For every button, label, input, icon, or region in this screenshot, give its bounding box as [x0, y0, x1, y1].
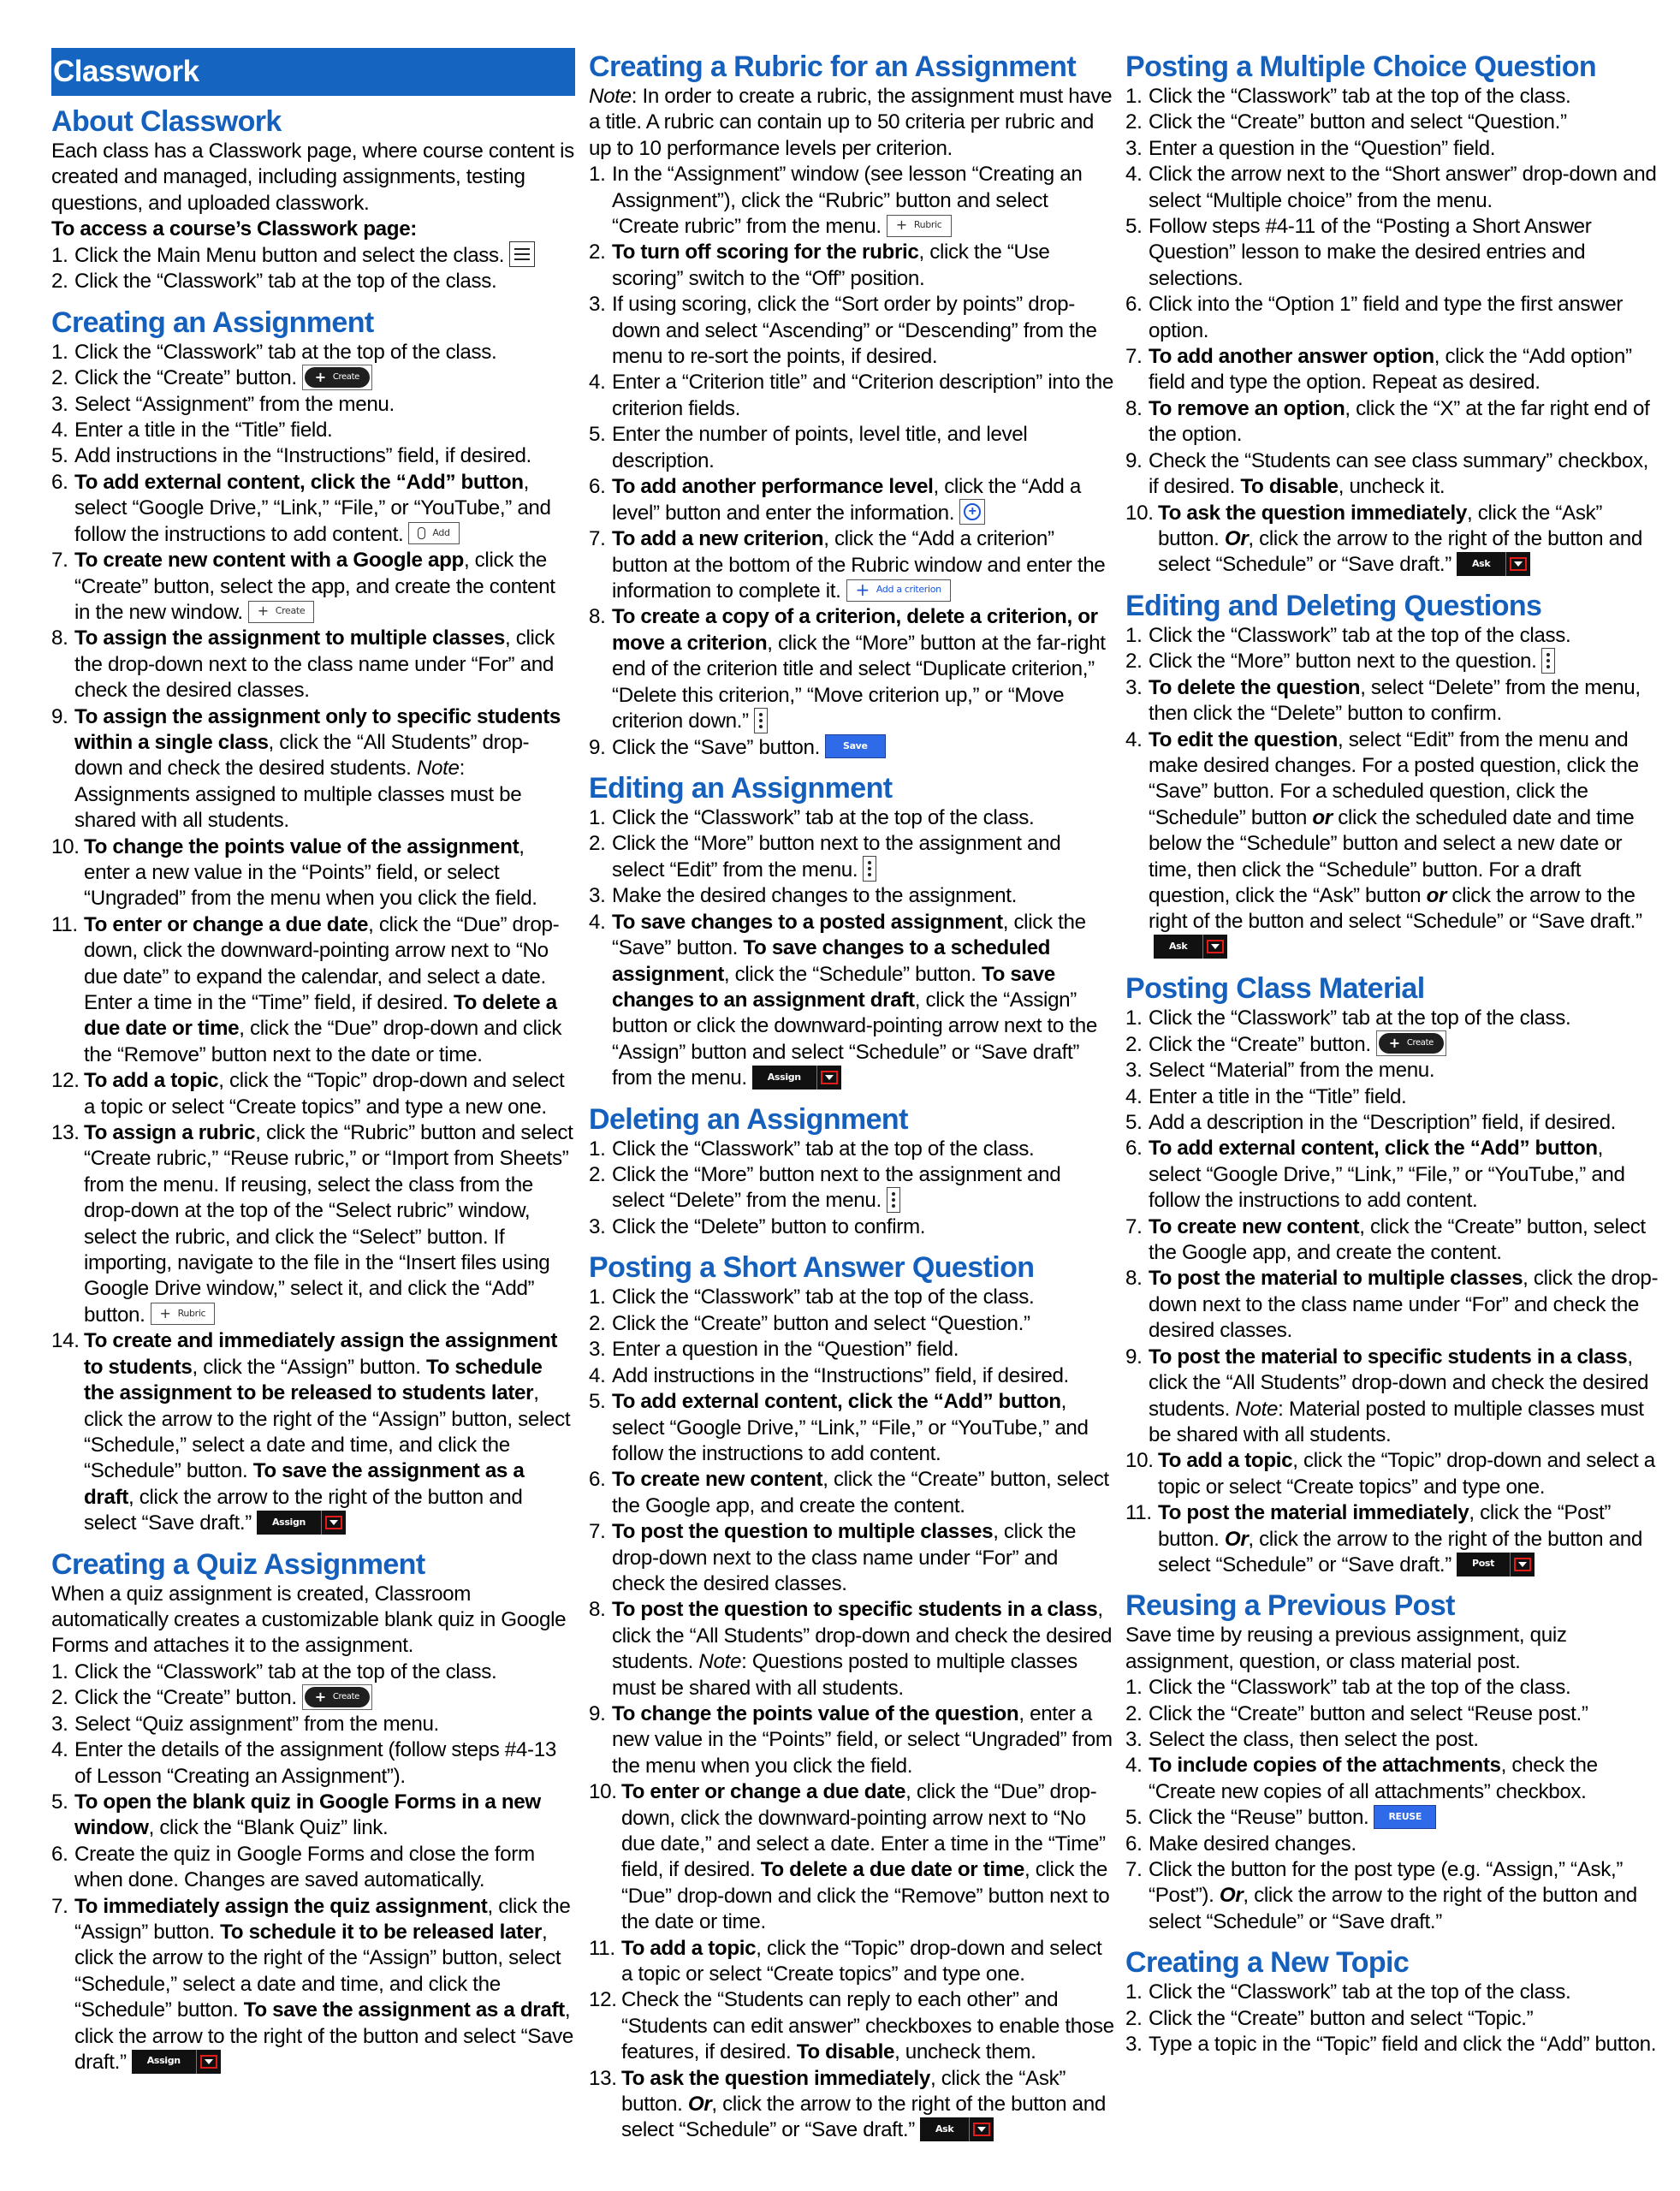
step-number: 6.	[1125, 293, 1143, 317]
step-number: 14.	[51, 1329, 80, 1353]
step-number: 8.	[51, 626, 68, 650]
create-label: Create	[332, 371, 359, 382]
step-item: 4. Enter a title in the “Title” field.	[1125, 1084, 1660, 1110]
step-item: 9. Click the “Save” button. Save	[589, 735, 1114, 761]
step-number: 2.	[589, 832, 606, 856]
dropdown-arrow-icon	[1511, 1553, 1535, 1576]
section-about-classwork	[51, 103, 575, 295]
section-heading: Creating a Rubric for an Assignment	[589, 50, 1077, 83]
step-number: 3.	[589, 884, 606, 908]
dropdown-arrow-icon	[322, 1511, 346, 1535]
section-paragraph: Each class has a Classwork page, where course content is created and managed, including assignments, testing questions, and uploaded classwork.	[51, 140, 574, 215]
step-item: 10. To add a topic, click the “Topic” drop-down and select a topic or select “Create topics” and type one.	[1125, 1449, 1655, 1499]
step-item: 11. To add a topic, click the “Topic” drop-down and select a topic or select “Create topics” and type one.	[589, 1936, 1102, 1986]
more-vert-icon	[1541, 648, 1555, 674]
step-item: 6. Make desired changes.	[1125, 1832, 1660, 1857]
step-number: 5.	[589, 423, 606, 447]
create-button-icon	[302, 365, 372, 390]
step-number: 2.	[51, 1686, 68, 1710]
step-number: 6.	[589, 475, 606, 499]
step-item: 6. To add external content, click the “Add” button, select “Google Drive,” “Link,” “File,” or “YouTube,” and follow the instructions to add content.	[1125, 1137, 1625, 1213]
step-number: 4.	[589, 1363, 606, 1387]
section-creating-a-quiz-assignment	[51, 1546, 575, 2076]
step-item: 1. Click the “Classwork” tab at the top of the class.	[51, 340, 575, 365]
page-title: Classwork	[51, 48, 575, 96]
step-number: 6.	[1125, 1832, 1143, 1856]
step-number: 2.	[51, 366, 68, 390]
post-label: Post	[1457, 1553, 1511, 1576]
step-number: 1.	[51, 243, 68, 267]
step-item: 1. Click the “Classwork” tab at the top of the class.	[1125, 1006, 1660, 1031]
step-item: 2. Click the “More” button next to the assignment and select “Edit” from the menu.	[589, 832, 1061, 882]
step-number: 2.	[1125, 1032, 1143, 1056]
step-item: 8. To post the material to multiple classes, click the drop-down next to the class name under “For” and check the desired classes.	[1125, 1267, 1659, 1343]
section-posting-a-short-answer-question	[589, 1249, 1114, 2143]
section-heading: About Classwork	[51, 105, 282, 138]
column-2	[589, 48, 1114, 2144]
section-creating-a-rubric-for-an-assignment	[589, 48, 1114, 761]
assign-split-button-icon	[752, 1066, 841, 1090]
step-item: 5. Follow steps #4-11 of the “Posting a Short Answer Question” lesson to make the desired entries and selections.	[1125, 215, 1592, 290]
step-item: 6. To add external content, click the “Add” button, select “Google Drive,” “Link,” “File,” or “YouTube,” and follow the instructions to add content. Add	[51, 470, 551, 546]
step-number: 7.	[589, 527, 606, 551]
step-item: 4. Enter a “Criterion title” and “Criterion description” into the criterion fields.	[589, 371, 1113, 420]
step-number: 7.	[589, 1520, 606, 1544]
create-outline-button-icon	[248, 601, 315, 623]
step-number: 11.	[51, 912, 78, 936]
step-item: 3. Type a topic in the “Topic” field and click the “Add” button.	[1125, 2032, 1660, 2057]
step-number: 5.	[589, 1390, 606, 1414]
step-number: 1.	[1125, 1980, 1143, 2004]
section-editing-an-assignment	[589, 769, 1114, 1092]
step-number: 1.	[51, 1660, 68, 1683]
step-number: 6.	[51, 1842, 68, 1866]
step-item: 2. To turn off scoring for the rubric, click the “Use scoring” switch to the “Off” position.	[589, 240, 1050, 290]
step-item: 2. Click the “Create” button and select “Question.”	[589, 1311, 1114, 1337]
step-item: 6. Click into the “Option 1” field and type the first answer option.	[1125, 293, 1624, 342]
step-number: 5.	[1125, 1111, 1143, 1135]
dropdown-arrow-icon	[817, 1066, 841, 1090]
step-item: 12. To add a topic, click the “Topic” drop-down and select a topic or select “Create topics” and type a new one.	[51, 1069, 565, 1119]
step-number: 2.	[1125, 110, 1143, 134]
steps-list	[589, 162, 1114, 761]
section-heading: Deleting an Assignment	[589, 1102, 908, 1136]
step-item: 3. To delete the question, select “Delete” from the menu, then click the “Delete” button to confirm.	[1125, 675, 1641, 726]
add-criterion-button-icon	[846, 579, 951, 602]
step-item: 2. Click the “Create” button and select “Topic.”	[1125, 2006, 1660, 2032]
step-item: 5. To add external content, click the “Add” button, select “Google Drive,” “Link,” “File,” or “YouTube,” and follow the instructions to add content.	[589, 1390, 1089, 1465]
step-item: 5. To open the blank quiz in Google Forms in a new window, click the “Blank Quiz” link.	[51, 1790, 541, 1840]
step-item: 1. Click the “Classwork” tab at the top of the class.	[1125, 1980, 1660, 2005]
add-button-icon	[408, 522, 459, 544]
step-item: 2. Click the “More” button next to the assignment and select “Delete” from the menu.	[589, 1163, 1061, 1213]
step-number: 6.	[51, 470, 68, 494]
steps-list	[1125, 1980, 1660, 2057]
step-number: 9.	[589, 1701, 606, 1725]
step-item: 3. Enter a question in the “Question” field.	[589, 1337, 1114, 1363]
section-posting-a-multiple-choice-question	[1125, 48, 1660, 579]
section-posting-class-material	[1125, 970, 1660, 1578]
dropdown-arrow-icon	[197, 2050, 221, 2074]
section-heading: Posting a Multiple Choice Question	[1125, 50, 1597, 83]
rubric-button-label: Rubric	[913, 219, 942, 231]
section-paragraph: Save time by reusing a previous assignment, quiz assignment, question, or class material post.	[1125, 1624, 1567, 1673]
assign-label: Assign	[132, 2050, 197, 2074]
step-item: 8. To post the question to specific students in a class, click the “All Students” drop-down and check the desired students. Note: Questions posted to multiple classes must be shared with all students.	[589, 1598, 1113, 1700]
step-number: 11.	[1125, 1501, 1152, 1525]
step-number: 9.	[51, 704, 68, 728]
step-number: 7.	[1125, 1214, 1143, 1238]
step-item: 8. To remove an option, click the “X” at the far right end of the option.	[1125, 396, 1650, 447]
step-item: 1. In the “Assignment” window (see lesson “Creating an Assignment”), click the “Rubric” button and select “Create rubric” from the menu. + Rubric	[589, 163, 1083, 239]
plus-icon: +	[855, 579, 870, 601]
step-item: 9. To post the material to specific students in a class, click the “All Students” drop-down and check the desired students. Note: Material posted to multiple classes must be shared with all students.	[1125, 1345, 1649, 1446]
add-criterion-button-label: Add a criterion	[876, 584, 941, 596]
more-vert-icon	[863, 856, 876, 882]
step-item: 8. To create a copy of a criterion, delete a criterion, or move a criterion, click the “More” button at the far-right end of the criterion title and select “Duplicate criterion,” “Delete this criterion,” “Move criterion up,” or “Move criterion down.”	[589, 605, 1106, 733]
section-creating-a-new-topic	[1125, 1944, 1660, 2057]
step-number: 4.	[589, 910, 606, 934]
step-number: 3.	[589, 1338, 606, 1362]
step-item: 2. Click the “Create” button. + Create	[51, 365, 575, 392]
steps-list	[51, 340, 575, 1537]
step-number: 1.	[1125, 1676, 1143, 1700]
rubric-button-icon	[887, 215, 952, 237]
step-number: 5.	[1125, 215, 1143, 239]
step-item: 1. Click the “Classwork” tab at the top of the class.	[589, 805, 1114, 831]
step-item: 4. Enter a title in the “Title” field.	[51, 418, 575, 443]
plus-icon: +	[257, 603, 269, 620]
section-heading: Reusing a Previous Post	[1125, 1589, 1455, 1623]
step-item: 7. Click the button for the post type (e.g. “Assign,” “Ask,” “Post”). Or, click the arrow to the right of the button and select “Schedule” or “Save draft.”	[1125, 1858, 1637, 1933]
step-number: 7.	[1125, 1858, 1143, 1881]
section-creating-an-assignment	[51, 304, 575, 1537]
column-3-content	[1125, 48, 1660, 2057]
step-number: 3.	[1125, 1727, 1143, 1751]
step-number: 4.	[589, 371, 606, 395]
step-number: 9.	[589, 735, 606, 759]
step-number: 4.	[51, 419, 68, 442]
step-number: 5.	[51, 444, 68, 468]
dropdown-arrow-icon	[970, 2117, 994, 2141]
step-number: 7.	[51, 549, 68, 573]
ask-label: Ask	[920, 2117, 970, 2141]
step-number: 4.	[1125, 1754, 1143, 1778]
step-number: 6.	[589, 1468, 606, 1492]
step-item: 9. To assign the assignment only to specific students within a single class, click the “All Students” drop-down and check the desired students. Note: Assignments assigned to multiple classes must be shared with all students.	[51, 704, 561, 833]
add-level-icon: +	[959, 499, 985, 525]
ask-label: Ask	[1457, 552, 1506, 576]
step-item: 2. Click the “Create” button and select “Question.”	[1125, 110, 1660, 135]
section-heading: Creating a New Topic	[1125, 1946, 1410, 1980]
step-item: 9. To change the points value of the question, enter a new value in the “Points” field, or select “Ungraded” from the menu when you click the field.	[589, 1701, 1113, 1778]
step-number: 3.	[589, 293, 606, 317]
section-heading: Posting a Short Answer Question	[589, 1251, 1035, 1285]
section-paragraph: Note: In order to create a rubric, the assignment must have a title. A rubric can contain up to 50 criteria per rubric and up to 10 performance levels per criterion.	[589, 85, 1113, 160]
step-item: 5. Add instructions in the “Instructions” field, if desired.	[51, 443, 575, 469]
step-item: 3. Make the desired changes to the assignment.	[589, 883, 1114, 909]
plus-icon: +	[159, 1305, 171, 1322]
step-item: 13. To assign a rubric, click the “Rubric” button and select “Create rubric,” “Reuse rubric,” or “Import from Sheets” from the menu. If reusing, select the class from the drop-down at the top of the “Select rubric” window, select the rubric, and click the “Select” button. If importing, navigate to the file in the “Insert files using Google Drive window,” select it, and click the “Add” button. + Rubric	[51, 1121, 573, 1327]
step-item: 3. Click the “Delete” button to confirm.	[589, 1214, 1114, 1240]
rubric-button-label: Rubric	[177, 1308, 206, 1320]
step-item: 3. Select the class, then select the post.	[1125, 1727, 1660, 1753]
reuse-button-icon: REUSE	[1374, 1805, 1436, 1829]
column-1	[51, 48, 575, 2075]
step-item: 10. To enter or change a due date, click the “Due” drop-down, click the downward-pointing arrow next to “No due date,” and select a date. Enter a time in the “Time” field, if desired. To delete a due date or time, click the “Due” drop-down and click the “Remove” button next to the date or time.	[589, 1780, 1110, 1934]
step-number: 13.	[589, 2066, 617, 2090]
dropdown-arrow-icon	[1203, 935, 1227, 959]
step-item: 1. Click the “Classwork” tab at the top of the class.	[589, 1137, 1114, 1162]
step-number: 9.	[1125, 1345, 1143, 1369]
step-item: 10. To ask the question immediately, click the “Ask” button. Or, click the arrow to the right of the button and select “Schedule” or “Save draft.” Ask	[1125, 501, 1642, 577]
step-number: 2.	[1125, 2006, 1143, 2030]
step-number: 12.	[51, 1069, 80, 1093]
step-number: 4.	[51, 1738, 68, 1762]
assign-label: Assign	[752, 1066, 817, 1090]
step-number: 2.	[1125, 650, 1143, 674]
step-item: 13. To ask the question immediately, click the “Ask” button. Or, click the arrow to the right of the button and select “Schedule” or “Save draft.” Ask	[589, 2066, 1106, 2142]
step-number: 1.	[589, 1137, 606, 1161]
step-number: 1.	[589, 1286, 606, 1309]
step-number: 4.	[1125, 1084, 1143, 1108]
step-number: 7.	[51, 1894, 68, 1918]
step-number: 2.	[589, 240, 606, 264]
step-item: 7. To create new content with a Google app, click the “Create” button, select the app, and create the content in the new window. + Create	[51, 549, 555, 624]
step-number: 11.	[589, 1936, 615, 1960]
steps-list	[1125, 84, 1660, 579]
section-heading: Editing an Assignment	[589, 771, 893, 805]
step-number: 12.	[589, 1988, 617, 2012]
step-item: 3. Select “Assignment” from the menu.	[51, 392, 575, 418]
step-number: 10.	[51, 834, 80, 858]
step-item: 4. To include copies of the attachments, check the “Create new copies of all attachments” checkbox.	[1125, 1754, 1598, 1803]
step-number: 2.	[1125, 1701, 1143, 1725]
step-number: 3.	[1125, 1059, 1143, 1083]
add-label: Add	[432, 527, 450, 539]
step-item: 5. Enter the number of points, level title, and level description.	[589, 423, 1028, 472]
step-item: 6. Create the quiz in Google Forms and close the form when done. Changes are saved automatically.	[51, 1842, 535, 1892]
step-number: 9.	[1125, 448, 1143, 472]
step-number: 8.	[589, 1598, 606, 1622]
step-number: 7.	[1125, 345, 1143, 369]
section-reusing-a-previous-post	[1125, 1587, 1660, 1935]
step-item: 7. To post the question to multiple classes, click the drop-down next to the class name under “For” and check the desired classes.	[589, 1520, 1077, 1595]
step-item: 10. To change the points value of the assignment, enter a new value in the “Points” field, or select “Ungraded” from the menu when you click the field.	[51, 834, 537, 911]
step-item: 7. To immediately assign the quiz assignment, click the “Assign” button. To schedule it to be released later, click the arrow to the right of the “Assign” button, select “Schedule,” select a date and time, and click the “Schedule” button. To save the assignment as a draft, click the arrow to the right of the button and select “Save draft.” Assign	[51, 1894, 574, 2075]
step-item: 1. Click the “Classwork” tab at the top of the class.	[1125, 1675, 1660, 1701]
step-item: 2. Click the “Create” button and select “Reuse post.”	[1125, 1701, 1660, 1727]
step-item: 2. Click the “More” button next to the question.	[1125, 649, 1660, 675]
create-button-icon	[1376, 1030, 1446, 1056]
step-item: 3. Enter a question in the “Question” field.	[1125, 136, 1660, 162]
steps-list	[1125, 623, 1660, 961]
section-heading: Creating an Assignment	[51, 306, 374, 339]
save-button-icon: Save	[825, 734, 886, 758]
section-heading: Creating a Quiz Assignment	[51, 1547, 425, 1581]
step-number: 8.	[1125, 396, 1143, 420]
step-item: 9. Check the “Students can see class summary” checkbox, if desired. To disable, uncheck it.	[1125, 448, 1649, 499]
step-number: 3.	[1125, 136, 1143, 160]
assign-split-button-icon	[257, 1511, 346, 1535]
step-item: 5. Click the “Reuse” button. REUSE	[1125, 1805, 1660, 1831]
plus-icon: +	[314, 368, 326, 385]
ask-label: Ask	[1154, 935, 1203, 959]
step-number: 1.	[1125, 623, 1143, 647]
step-item: 6. To add another performance level, click the “Add a level” button and enter the information. +	[589, 475, 1081, 525]
step-item: 1. Click the “Classwork” tab at the top of the class.	[1125, 623, 1660, 649]
steps-list	[589, 1285, 1114, 2143]
column-3	[1125, 48, 1660, 2057]
step-number: 3.	[589, 1215, 606, 1239]
rubric-button-icon	[151, 1303, 216, 1325]
assign-split-button-icon	[132, 2050, 221, 2074]
assign-label: Assign	[257, 1511, 322, 1535]
section-heading: Editing and Deleting Questions	[1125, 589, 1542, 622]
step-item: 3. If using scoring, click the “Sort order by points” drop-down and select “Ascending” or “Descending” from the menu to re-sort the points, if desired.	[589, 293, 1097, 369]
create-pill	[305, 1687, 370, 1707]
step-number: 3.	[51, 392, 68, 416]
step-item: 1. Click the “Classwork” tab at the top of the class.	[51, 1660, 575, 1685]
more-vert-icon	[887, 1187, 900, 1213]
step-item: 2. Click the “Classwork” tab at the top of the class.	[51, 269, 575, 294]
step-number: 1.	[589, 163, 606, 187]
post-split-button-icon	[1457, 1553, 1535, 1576]
step-item: 4. To save changes to a posted assignment, click the “Save” button. To save changes to a scheduled assignment, click the “Schedule” button. To save changes to an assignment draft, click the “Assign” button or click the downward-pointing arrow next to the “Assign” button and select “Schedule” or “Save draft” from the menu. Assign	[589, 910, 1097, 1090]
step-item: 14. To create and immediately assign the assignment to students, click the “Assign” button. To schedule the assignment to be released to students later, click the arrow to the right of the “Assign” button, select “Schedule,” select a date and time, and click the “Schedule” button. To save the assignment as a draft, click the arrow to the right of the button and select “Save draft.” Assign	[51, 1329, 571, 1535]
step-item: 2. Click the “Create” button. + Create	[51, 1685, 575, 1712]
section-paragraph: When a quiz assignment is created, Classroom automatically creates a customizable blank quiz in Google Forms and attaches it to the assignment.	[51, 1582, 567, 1658]
column-1-content	[51, 103, 575, 2075]
steps-list	[51, 1660, 575, 2076]
steps-list	[589, 805, 1114, 1092]
plus-icon: +	[314, 1688, 326, 1705]
steps-list	[589, 1137, 1114, 1241]
step-number: 1.	[1125, 85, 1143, 108]
step-item: 12. Check the “Students can reply to each other” and “Students can edit answer” checkboxes to enable those features, if desired. To disable, uncheck them.	[589, 1988, 1114, 2064]
step-number: 5.	[1125, 1806, 1143, 1830]
steps-list	[1125, 1675, 1660, 1935]
step-number: 2.	[51, 270, 68, 294]
step-number: 1.	[589, 805, 606, 829]
step-number: 2.	[589, 1311, 606, 1335]
ask-split-button-icon	[1154, 935, 1227, 959]
step-item: 4. Add instructions in the “Instructions” field, if desired.	[589, 1363, 1114, 1389]
step-number: 2.	[589, 1163, 606, 1187]
step-item: 1. Click the Main Menu button and select the class.	[51, 243, 575, 270]
create-pill	[305, 367, 370, 388]
more-vert-icon	[754, 708, 768, 733]
step-item: 3. Select “Quiz assignment” from the menu.	[51, 1712, 575, 1737]
section-deleting-an-assignment	[589, 1101, 1114, 1241]
steps-list	[1125, 1006, 1660, 1578]
step-number: 5.	[51, 1790, 68, 1814]
step-number: 8.	[1125, 1267, 1143, 1291]
step-number: 8.	[589, 605, 606, 629]
create-outline-button-label: Create	[275, 605, 306, 617]
step-number: 3.	[1125, 2033, 1143, 2057]
main-menu-icon	[509, 241, 535, 267]
step-item: 4. Click the arrow next to the “Short answer” drop-down and select “Multiple choice” from the menu.	[1125, 163, 1657, 212]
create-label: Create	[332, 1691, 359, 1701]
create-label: Create	[1406, 1038, 1434, 1048]
dropdown-arrow-icon	[1506, 552, 1530, 576]
step-item: 5. Add a description in the “Description” field, if desired.	[1125, 1110, 1660, 1136]
plus-icon: +	[895, 217, 907, 234]
step-item: 7. To add another answer option, click the “Add option” field and type the option. Repeat as desired.	[1125, 345, 1632, 395]
step-item: 4. Enter the details of the assignment (follow steps #4-13 of Lesson “Creating an Assignment”).	[51, 1738, 556, 1788]
step-number: 4.	[1125, 163, 1143, 187]
step-number: 10.	[1125, 1449, 1154, 1473]
step-item: 4. To edit the question, select “Edit” from the menu and make desired changes. For a posted question, click the “Save” button. For a scheduled question, click the “Schedule” button or click the scheduled date and time below the “Schedule” button and select a new date or time, then click the “Schedule” button. For a draft question, click the “Ask” button or click the arrow to the right of the button and select “Schedule” or “Save draft.” Ask	[1125, 727, 1660, 962]
step-item: 1. Click the “Classwork” tab at the top of the class.	[1125, 84, 1660, 110]
step-item: 3. Select “Material” from the menu.	[1125, 1058, 1660, 1084]
paperclip-icon	[418, 527, 425, 539]
step-number: 6.	[1125, 1137, 1143, 1161]
step-item: 11. To post the material immediately, click the “Post” button. Or, click the arrow to the right of the button and select “Schedule” or “Save draft.” Post	[1125, 1501, 1642, 1576]
step-item: 8. To assign the assignment to multiple classes, click the drop-down next to the class name under “For” and check the desired classes.	[51, 626, 555, 703]
step-item: 7. To create new content, click the “Create” button, select the Google app, and create the content.	[1125, 1214, 1646, 1265]
step-number: 3.	[1125, 675, 1143, 699]
section-heading: Posting Class Material	[1125, 972, 1425, 1006]
plus-icon: +	[1388, 1035, 1400, 1052]
step-item: 11. To enter or change a due date, click the “Due” drop-down, click the downward-pointing arrow next to “No due date” to expand the calendar, and select a date. Enter a time in the “Time” field, if desired. To delete a due date or time, click the “Due” drop-down and click the “Remove” button next to the date or time.	[51, 912, 562, 1066]
step-number: 3.	[51, 1712, 68, 1736]
step-item: 7. To add a new criterion, click the “Add a criterion” button at the bottom of the Rubric window and enter the information to complete it. + Add a criterion	[589, 527, 1106, 603]
section-editing-and-deleting-questions	[1125, 587, 1660, 961]
section-paragraph: To access a course’s Classwork page:	[51, 217, 418, 241]
step-number: 1.	[1125, 1006, 1143, 1030]
step-item: 6. To create new content, click the “Create” button, select the Google app, and create the content.	[589, 1468, 1109, 1517]
step-number: 1.	[51, 340, 68, 364]
steps-list	[51, 243, 575, 295]
create-button-icon	[302, 1684, 372, 1710]
step-number: 10.	[1125, 501, 1154, 525]
step-item: 1. Click the “Classwork” tab at the top of the class.	[589, 1285, 1114, 1310]
column-2-content	[589, 48, 1114, 2144]
ask-split-button-icon	[920, 2117, 994, 2141]
step-number: 13.	[51, 1121, 80, 1145]
step-number: 10.	[589, 1780, 617, 1804]
ask-split-button-icon	[1457, 552, 1530, 576]
step-item: 2. Click the “Create” button. + Create	[1125, 1032, 1660, 1059]
create-pill	[1379, 1033, 1444, 1054]
step-number: 4.	[1125, 727, 1143, 751]
